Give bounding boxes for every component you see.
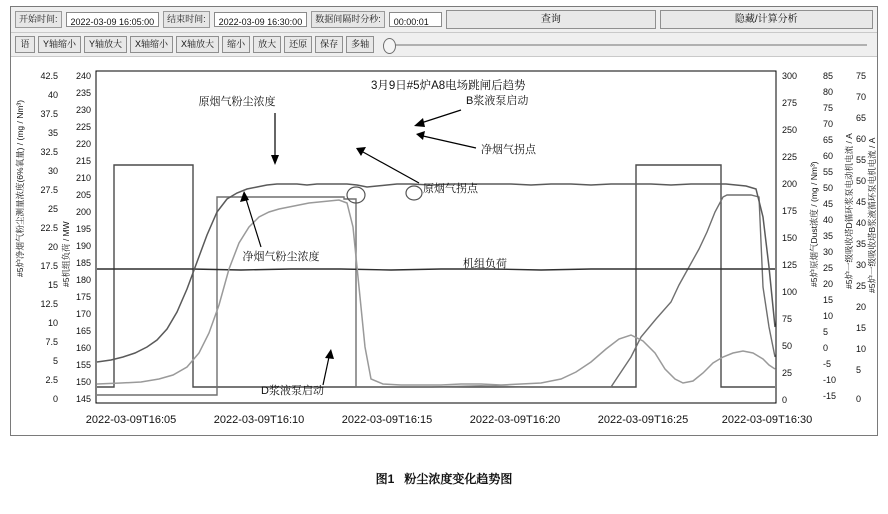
svg-text:12.5: 12.5 [40,299,58,309]
axis-raw-dust-title: #5炉原烟气Dust浓度 / (mg / Nm³) [809,161,819,287]
svg-text:210: 210 [75,173,91,183]
svg-text:145: 145 [75,394,91,404]
svg-text:-5: -5 [823,359,832,369]
svg-text:75: 75 [856,71,867,81]
axis-clean-dust [15,71,58,404]
trend-plot-panel [11,57,877,435]
axis-unit-load-title: #5机组负荷 / MW [61,221,71,287]
svg-text:205: 205 [75,190,91,200]
svg-text:2022-03-09T16:25: 2022-03-09T16:25 [597,414,689,426]
trend-application-window [10,6,878,436]
axis-pump-b-title: #5炉一级吸收塔B浆液循环泵电机电流 / A [867,137,877,293]
toolbar-button-x-zoom-out[interactable]: X轴缩小 [130,36,173,53]
chart-title: 3月9日#5炉A8电场跳闸后趋势 [371,80,526,92]
svg-text:195: 195 [75,224,91,234]
time-scroll-slider[interactable] [383,37,867,53]
svg-text:70: 70 [856,92,867,102]
svg-text:5: 5 [823,327,829,337]
svg-text:37.5: 37.5 [40,109,58,119]
start-time-label: 开始时间: [15,11,62,28]
svg-text:45: 45 [823,199,834,209]
chart-svg [11,57,877,435]
svg-text:75: 75 [782,314,793,324]
annotation-clean-turn: 净烟气拐点 [481,144,536,156]
svg-text:55: 55 [823,167,834,177]
annotation-raw-turn: 原烟气拐点 [423,183,478,195]
svg-text:0: 0 [856,394,862,404]
svg-text:-10: -10 [823,375,837,385]
svg-text:10: 10 [823,311,834,321]
svg-text:32.5: 32.5 [40,147,58,157]
svg-text:150: 150 [782,233,798,243]
svg-text:215: 215 [75,156,91,166]
toolbar-button-multi-axis[interactable]: 多轴 [346,36,374,53]
svg-text:2022-03-09T16:15: 2022-03-09T16:15 [341,414,433,426]
svg-text:50: 50 [856,176,867,186]
axis-clean-dust-title: #5炉净烟气粉尘测量浓度(6%氧量) / (mg / Nm³) [15,99,25,277]
axis-pump-b-ticks [856,71,866,404]
svg-text:235: 235 [75,88,91,98]
svg-text:15: 15 [47,280,58,290]
svg-text:150: 150 [75,377,91,387]
svg-text:50: 50 [782,341,793,351]
svg-text:25: 25 [47,204,58,214]
svg-text:40: 40 [47,90,58,100]
svg-text:160: 160 [75,343,91,353]
svg-text:20: 20 [47,242,58,252]
svg-text:10: 10 [47,318,58,328]
svg-text:27.5: 27.5 [40,185,58,195]
svg-text:17.5: 17.5 [40,261,58,271]
toolbar-button-0[interactable]: 语 [15,36,35,53]
axis-pump-d [823,71,854,401]
svg-text:35: 35 [823,231,834,241]
svg-text:20: 20 [823,279,834,289]
svg-text:230: 230 [75,105,91,115]
svg-text:30: 30 [47,166,58,176]
svg-text:0: 0 [823,343,829,353]
svg-text:25: 25 [782,368,793,378]
svg-text:5: 5 [856,365,862,375]
svg-text:125: 125 [782,260,798,270]
axis-pump-d-title: #5炉一级吸收塔D循环浆泵电动机电流 / A [844,133,854,289]
svg-text:2.5: 2.5 [45,375,58,385]
axis-raw-dust [782,71,819,405]
annotation-pump-d-start: D浆液泵启动 [261,385,324,397]
annotation-pump-b-start: B浆液泵启动 [466,95,529,107]
annotation-raw-dust: 原烟气粉尘浓度 [198,96,276,108]
svg-text:22.5: 22.5 [40,223,58,233]
toolbar-button-save[interactable]: 保存 [315,36,343,53]
svg-text:35: 35 [856,239,867,249]
svg-text:80: 80 [823,87,834,97]
svg-text:275: 275 [782,98,798,108]
svg-text:180: 180 [75,275,91,285]
svg-text:30: 30 [823,247,834,257]
slider-track [383,44,867,46]
svg-text:65: 65 [823,135,834,145]
svg-text:185: 185 [75,258,91,268]
axis-unit-load-ticks [76,71,91,404]
view-toolbar [11,33,877,57]
slider-knob[interactable] [383,38,396,54]
end-time-input[interactable]: 2022-03-09 16:30:00 [214,12,308,27]
annotation-clean-dust: 净烟气粉尘浓度 [242,251,320,263]
svg-text:70: 70 [823,119,834,129]
svg-text:60: 60 [823,151,834,161]
svg-text:42.5: 42.5 [40,71,58,81]
svg-text:40: 40 [823,215,834,225]
axis-clean-dust-ticks [40,71,58,404]
toolbar-button-reset[interactable]: 还原 [284,36,312,53]
svg-text:-15: -15 [823,391,837,401]
trend-chart[interactable] [11,57,877,435]
svg-text:225: 225 [782,152,798,162]
svg-text:10: 10 [856,344,867,354]
svg-text:65: 65 [856,113,867,123]
svg-text:25: 25 [823,263,834,273]
toolbar-button-y-zoom-in[interactable]: Y轴放大 [84,36,127,53]
svg-text:20: 20 [856,302,867,312]
svg-text:0: 0 [782,395,788,405]
svg-text:220: 220 [75,139,91,149]
svg-text:2022-03-09T16:05: 2022-03-09T16:05 [85,414,177,426]
svg-text:165: 165 [75,326,91,336]
svg-text:170: 170 [75,309,91,319]
axis-raw-dust-ticks [782,71,797,405]
toolbar-button-x-zoom-in[interactable]: X轴放大 [176,36,219,53]
svg-text:15: 15 [823,295,834,305]
svg-text:190: 190 [75,241,91,251]
start-time-input[interactable]: 2022-03-09 16:05:00 [66,12,160,27]
svg-text:250: 250 [782,125,798,135]
svg-text:40: 40 [856,218,867,228]
svg-text:35: 35 [47,128,58,138]
svg-text:2022-03-09T16:30: 2022-03-09T16:30 [721,414,813,426]
axis-unit-load [61,71,91,404]
svg-text:7.5: 7.5 [45,337,58,347]
svg-text:50: 50 [823,183,834,193]
svg-text:30: 30 [856,260,867,270]
axis-pump-d-ticks [823,71,836,401]
svg-text:0: 0 [52,394,58,404]
axis-pump-b [856,71,877,404]
annotation-unit-load: 机组负荷 [463,258,507,270]
svg-text:60: 60 [856,134,867,144]
svg-text:5: 5 [52,356,58,366]
svg-text:85: 85 [823,71,834,81]
svg-text:300: 300 [782,71,798,81]
analyze-button[interactable]: 隐藏/计算分析 [660,10,873,29]
figure-number: 图1 [375,472,395,486]
svg-text:200: 200 [75,207,91,217]
interval-input[interactable]: 00:00:01 [389,12,442,27]
toolbar-button-zoom-in[interactable]: 放大 [253,36,281,53]
svg-text:240: 240 [75,71,91,81]
svg-text:225: 225 [75,122,91,132]
svg-text:45: 45 [856,197,867,207]
figure-title: 粉尘浓度变化趋势图 [404,472,513,486]
toolbar-button-zoom-out[interactable]: 缩小 [222,36,250,53]
interval-label: 数据间隔时分秒: [311,11,385,28]
svg-text:75: 75 [823,103,834,113]
svg-text:175: 175 [782,206,798,216]
svg-text:2022-03-09T16:20: 2022-03-09T16:20 [469,414,561,426]
svg-text:175: 175 [75,292,91,302]
query-toolbar [11,7,877,33]
svg-text:155: 155 [75,360,91,370]
end-time-label: 结束时间: [163,11,210,28]
svg-text:15: 15 [856,323,867,333]
query-button[interactable]: 查询 [446,10,655,29]
x-axis-ticks [86,414,813,426]
figure-caption [0,470,888,487]
svg-text:55: 55 [856,155,867,165]
svg-text:200: 200 [782,179,798,189]
svg-text:100: 100 [782,287,798,297]
toolbar-button-y-zoom-out[interactable]: Y轴缩小 [38,36,81,53]
svg-text:25: 25 [856,281,867,291]
svg-text:2022-03-09T16:10: 2022-03-09T16:10 [213,414,305,426]
